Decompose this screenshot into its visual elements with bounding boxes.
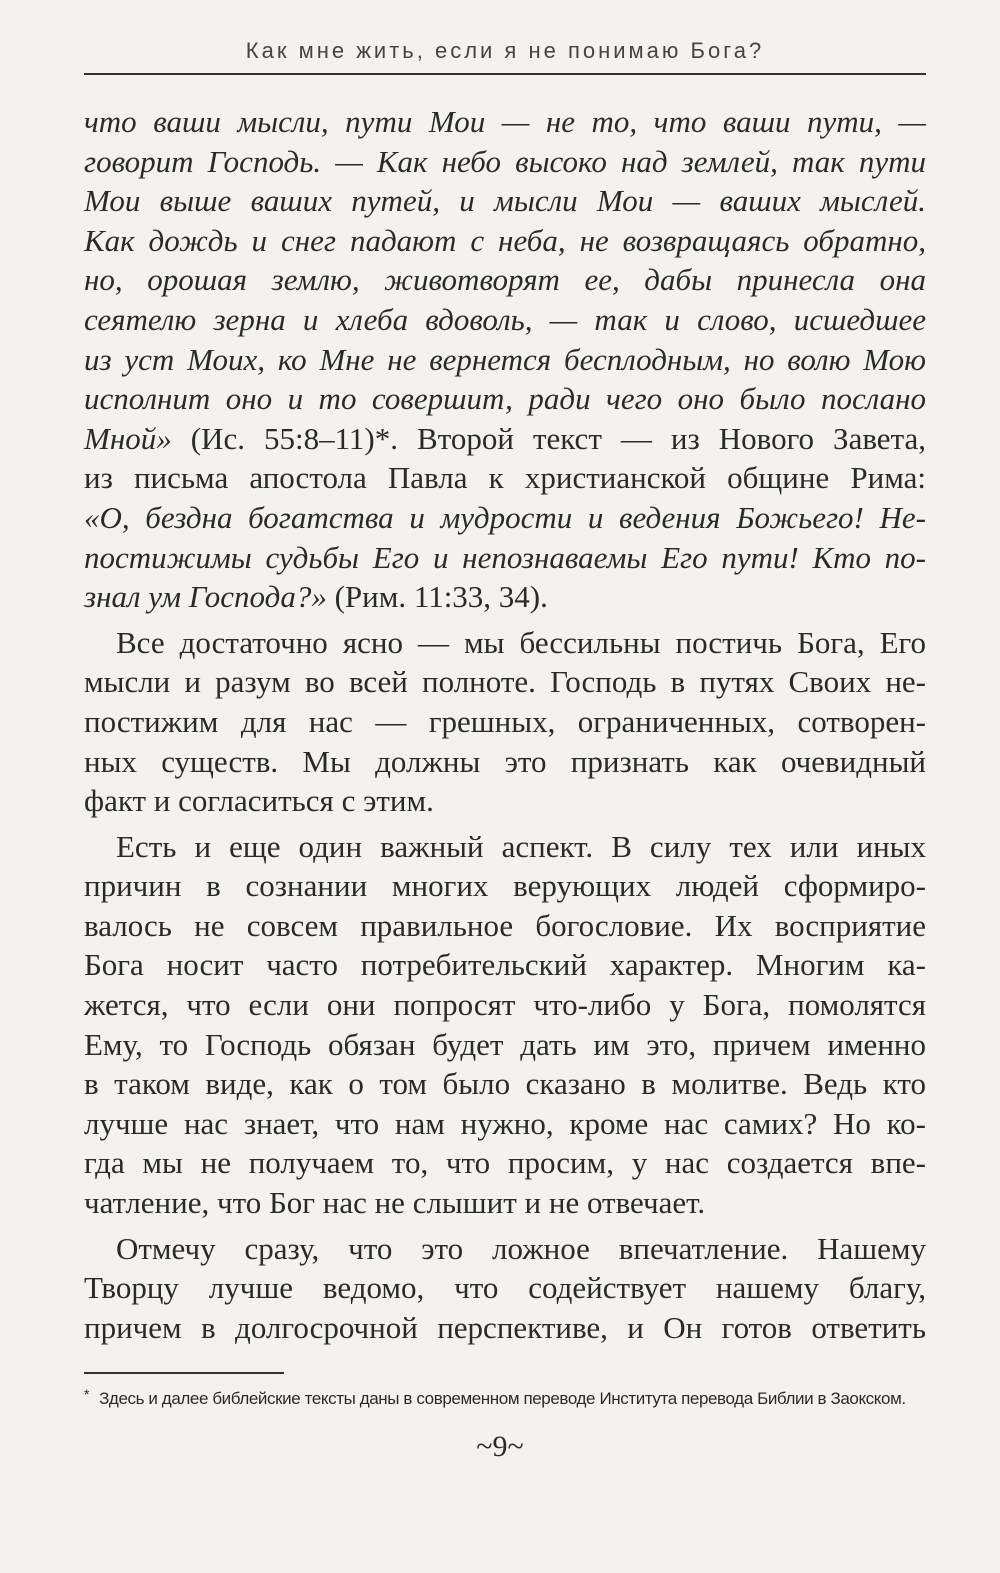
citation: (Ис. 55:8–11)*. Второй текст — из Нового Завета, [171, 420, 926, 456]
text-line: Творцу лучше ведомо, что содействует нашему благу, [84, 1270, 926, 1306]
footnote-mark: * [84, 1386, 90, 1402]
footnote-text: Здесь и далее библейские тексты даны в современном переводе Института перевода Библии в Заокском. [99, 1389, 906, 1408]
text-line: Бога носит часто потребительский характер. Многим ка- [84, 947, 926, 983]
page-number: ~9~ [476, 1430, 524, 1463]
text-line: лучше нас знает, что нам нужно, кроме нас самих? Но ко- [84, 1105, 926, 1141]
text-line [84, 419, 926, 459]
text-line: но, орошая землю, животворят ее, дабы принесла она [84, 262, 926, 298]
text-line: причем в долгосрочной перспективе, и Он готов ответить [84, 1309, 926, 1345]
text-line: «О, бездна богатства и мудрости и ведения Божьего! Не- [84, 499, 926, 535]
text-line: постижим для нас — грешных, ограниченных, сотворен- [84, 703, 926, 739]
text-line: Все достаточно ясно — мы бессильны постичь Бога, Его [116, 624, 926, 660]
running-header: Как мне жить, если я не понимаю Бога? [245, 38, 765, 63]
text-line: чатление, что Бог нас не слышит и не отвечает. [84, 1185, 706, 1221]
text-line: что ваши мысли, пути Мои — не то, что ваши пути, — [84, 104, 926, 139]
citation: (Рим. 11:33, 34). [326, 579, 548, 615]
quote-end: Мной» [84, 420, 172, 456]
text-line: сеятелю зерна и хлеба вдоволь, — так и слово, исшедшее [84, 301, 926, 337]
quote-end: знал ум Господа?» [84, 579, 327, 615]
text-line: мысли и разум во всей полноте. Господь в путях Своих не- [84, 664, 926, 700]
text-line: из уст Моих, ко Мне не вернется бесплодным, но волю Мою [84, 341, 926, 377]
text-line: в таком виде, как о том было сказано в молитве. Ведь кто [84, 1066, 926, 1102]
text-line: Отмечу сразу, что это ложное впечатление. Нашему [116, 1230, 926, 1266]
text-line: исполнит оно и то совершит, ради чего оно было послано [84, 381, 926, 417]
text-line: из письма апостола Павла к христианской общине Рима: [84, 460, 926, 496]
footnote [84, 1386, 964, 1409]
header-rule [84, 73, 926, 75]
text-line: Как дождь и снег падают с неба, не возвращаясь обратно, [84, 222, 926, 258]
text-line: факт и согласиться с этим. [84, 783, 434, 819]
text-line: жется, что если они попросят что-либо у Бога, помолятся [84, 987, 926, 1023]
text-line: валось не совсем правильное богословие. Их восприятие [84, 907, 926, 943]
footnote-rule [84, 1372, 284, 1374]
text-line: ных существ. Мы должны это признать как очевидный [84, 743, 926, 779]
text-line: Ему, то Господь обязан будет дать им это, причем именно [84, 1026, 926, 1062]
text-line: Мои выше ваших путей, и мысли Мои — ваших мыслей. [84, 183, 926, 219]
text-line: гда мы не получаем то, что просим, у нас создается впе- [84, 1145, 926, 1181]
text-line [84, 577, 926, 617]
text-line: постижимы судьбы Его и непознаваемы Его пути! Кто по- [84, 539, 926, 575]
body-text [84, 102, 926, 1347]
text-line: причин в сознании многих верующих людей сформиро- [84, 868, 926, 904]
text-line: Есть и еще один важный аспект. В силу тех или иных [116, 828, 926, 864]
text-line: говорит Господь. — Как небо высоко над землей, так пути [84, 143, 926, 179]
